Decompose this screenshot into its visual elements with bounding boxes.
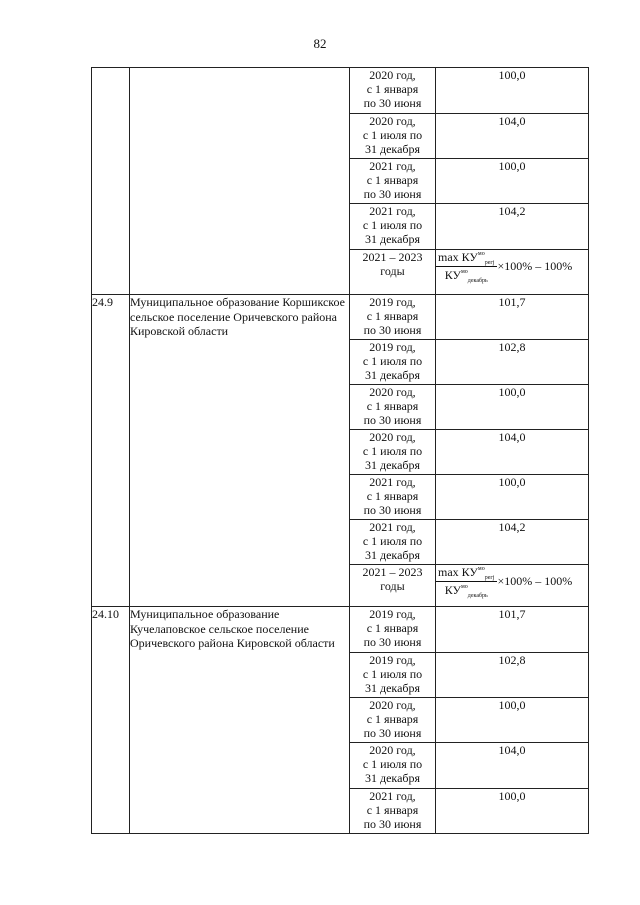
period-cell: 2020 год, с 1 января по 30 июня (350, 385, 436, 430)
value-cell: 100,0 (436, 68, 589, 114)
value-cell: 102,8 (436, 340, 589, 385)
table-row (92, 607, 589, 653)
value-cell: 104,0 (436, 114, 589, 159)
value-cell: 102,8 (436, 653, 589, 698)
period-cell: 2021 год, с 1 июля по 31 декабря (350, 204, 436, 250)
municipality-name-cell: Муниципальное образование Кучелаповское сельское поселение Оричевского района Кировской области (130, 607, 350, 834)
row-number-cell (92, 68, 130, 295)
municipality-name-cell (130, 68, 350, 295)
row-number-cell: 24.9 (92, 295, 130, 607)
municipality-name-cell: Муниципальное образование Коршикское сельское поселение Оричевского района Кировской области (130, 295, 350, 607)
value-cell: 100,0 (436, 385, 589, 430)
period-cell: 2020 год, с 1 января по 30 июня (350, 68, 436, 114)
page-number: 82 (313, 36, 327, 51)
period-cell: 2021 год, с 1 января по 30 июня (350, 789, 436, 834)
period-cell: 2020 год, с 1 января по 30 июня (350, 698, 436, 743)
value-cell: 100,0 (436, 159, 589, 204)
period-cell: 2019 год, с 1 января по 30 июня (350, 295, 436, 340)
formula: $\frac{\max КУ^{мо}_{регj}}{КУ^{мо}_{декабрь}}$ ×100% – 100% (438, 250, 573, 284)
period-cell: 2019 год, с 1 июля по 31 декабря (350, 340, 436, 385)
period-cell: 2021 – 2023 годы (350, 565, 436, 607)
tariff-table (91, 67, 589, 834)
formula: $\frac{\max КУ^{мо}_{регj}}{КУ^{мо}_{декабрь}}$ ×100% – 100% (438, 565, 573, 599)
period-cell: 2021 – 2023 годы (350, 250, 436, 295)
period-cell: 2020 год, с 1 июля по 31 декабря (350, 430, 436, 475)
period-cell: 2020 год, с 1 июля по 31 декабря (350, 743, 436, 789)
table-row (92, 295, 589, 340)
value-cell: 100,0 (436, 475, 589, 520)
value-cell: 104,2 (436, 204, 589, 250)
formula-cell (436, 565, 589, 607)
table-row (92, 68, 589, 114)
row-number-cell: 24.10 (92, 607, 130, 834)
value-cell: 104,2 (436, 520, 589, 565)
value-cell: 101,7 (436, 295, 589, 340)
value-cell: 104,0 (436, 743, 589, 789)
value-cell: 100,0 (436, 698, 589, 743)
period-cell: 2019 год, с 1 января по 30 июня (350, 607, 436, 653)
formula-cell (436, 250, 589, 295)
value-cell: 100,0 (436, 789, 589, 834)
period-cell: 2021 год, с 1 июля по 31 декабря (350, 520, 436, 565)
value-cell: 101,7 (436, 607, 589, 653)
period-cell: 2019 год, с 1 июля по 31 декабря (350, 653, 436, 698)
value-cell: 104,0 (436, 430, 589, 475)
period-cell: 2021 год, с 1 января по 30 июня (350, 475, 436, 520)
period-cell: 2021 год, с 1 января по 30 июня (350, 159, 436, 204)
period-cell: 2020 год, с 1 июля по 31 декабря (350, 114, 436, 159)
